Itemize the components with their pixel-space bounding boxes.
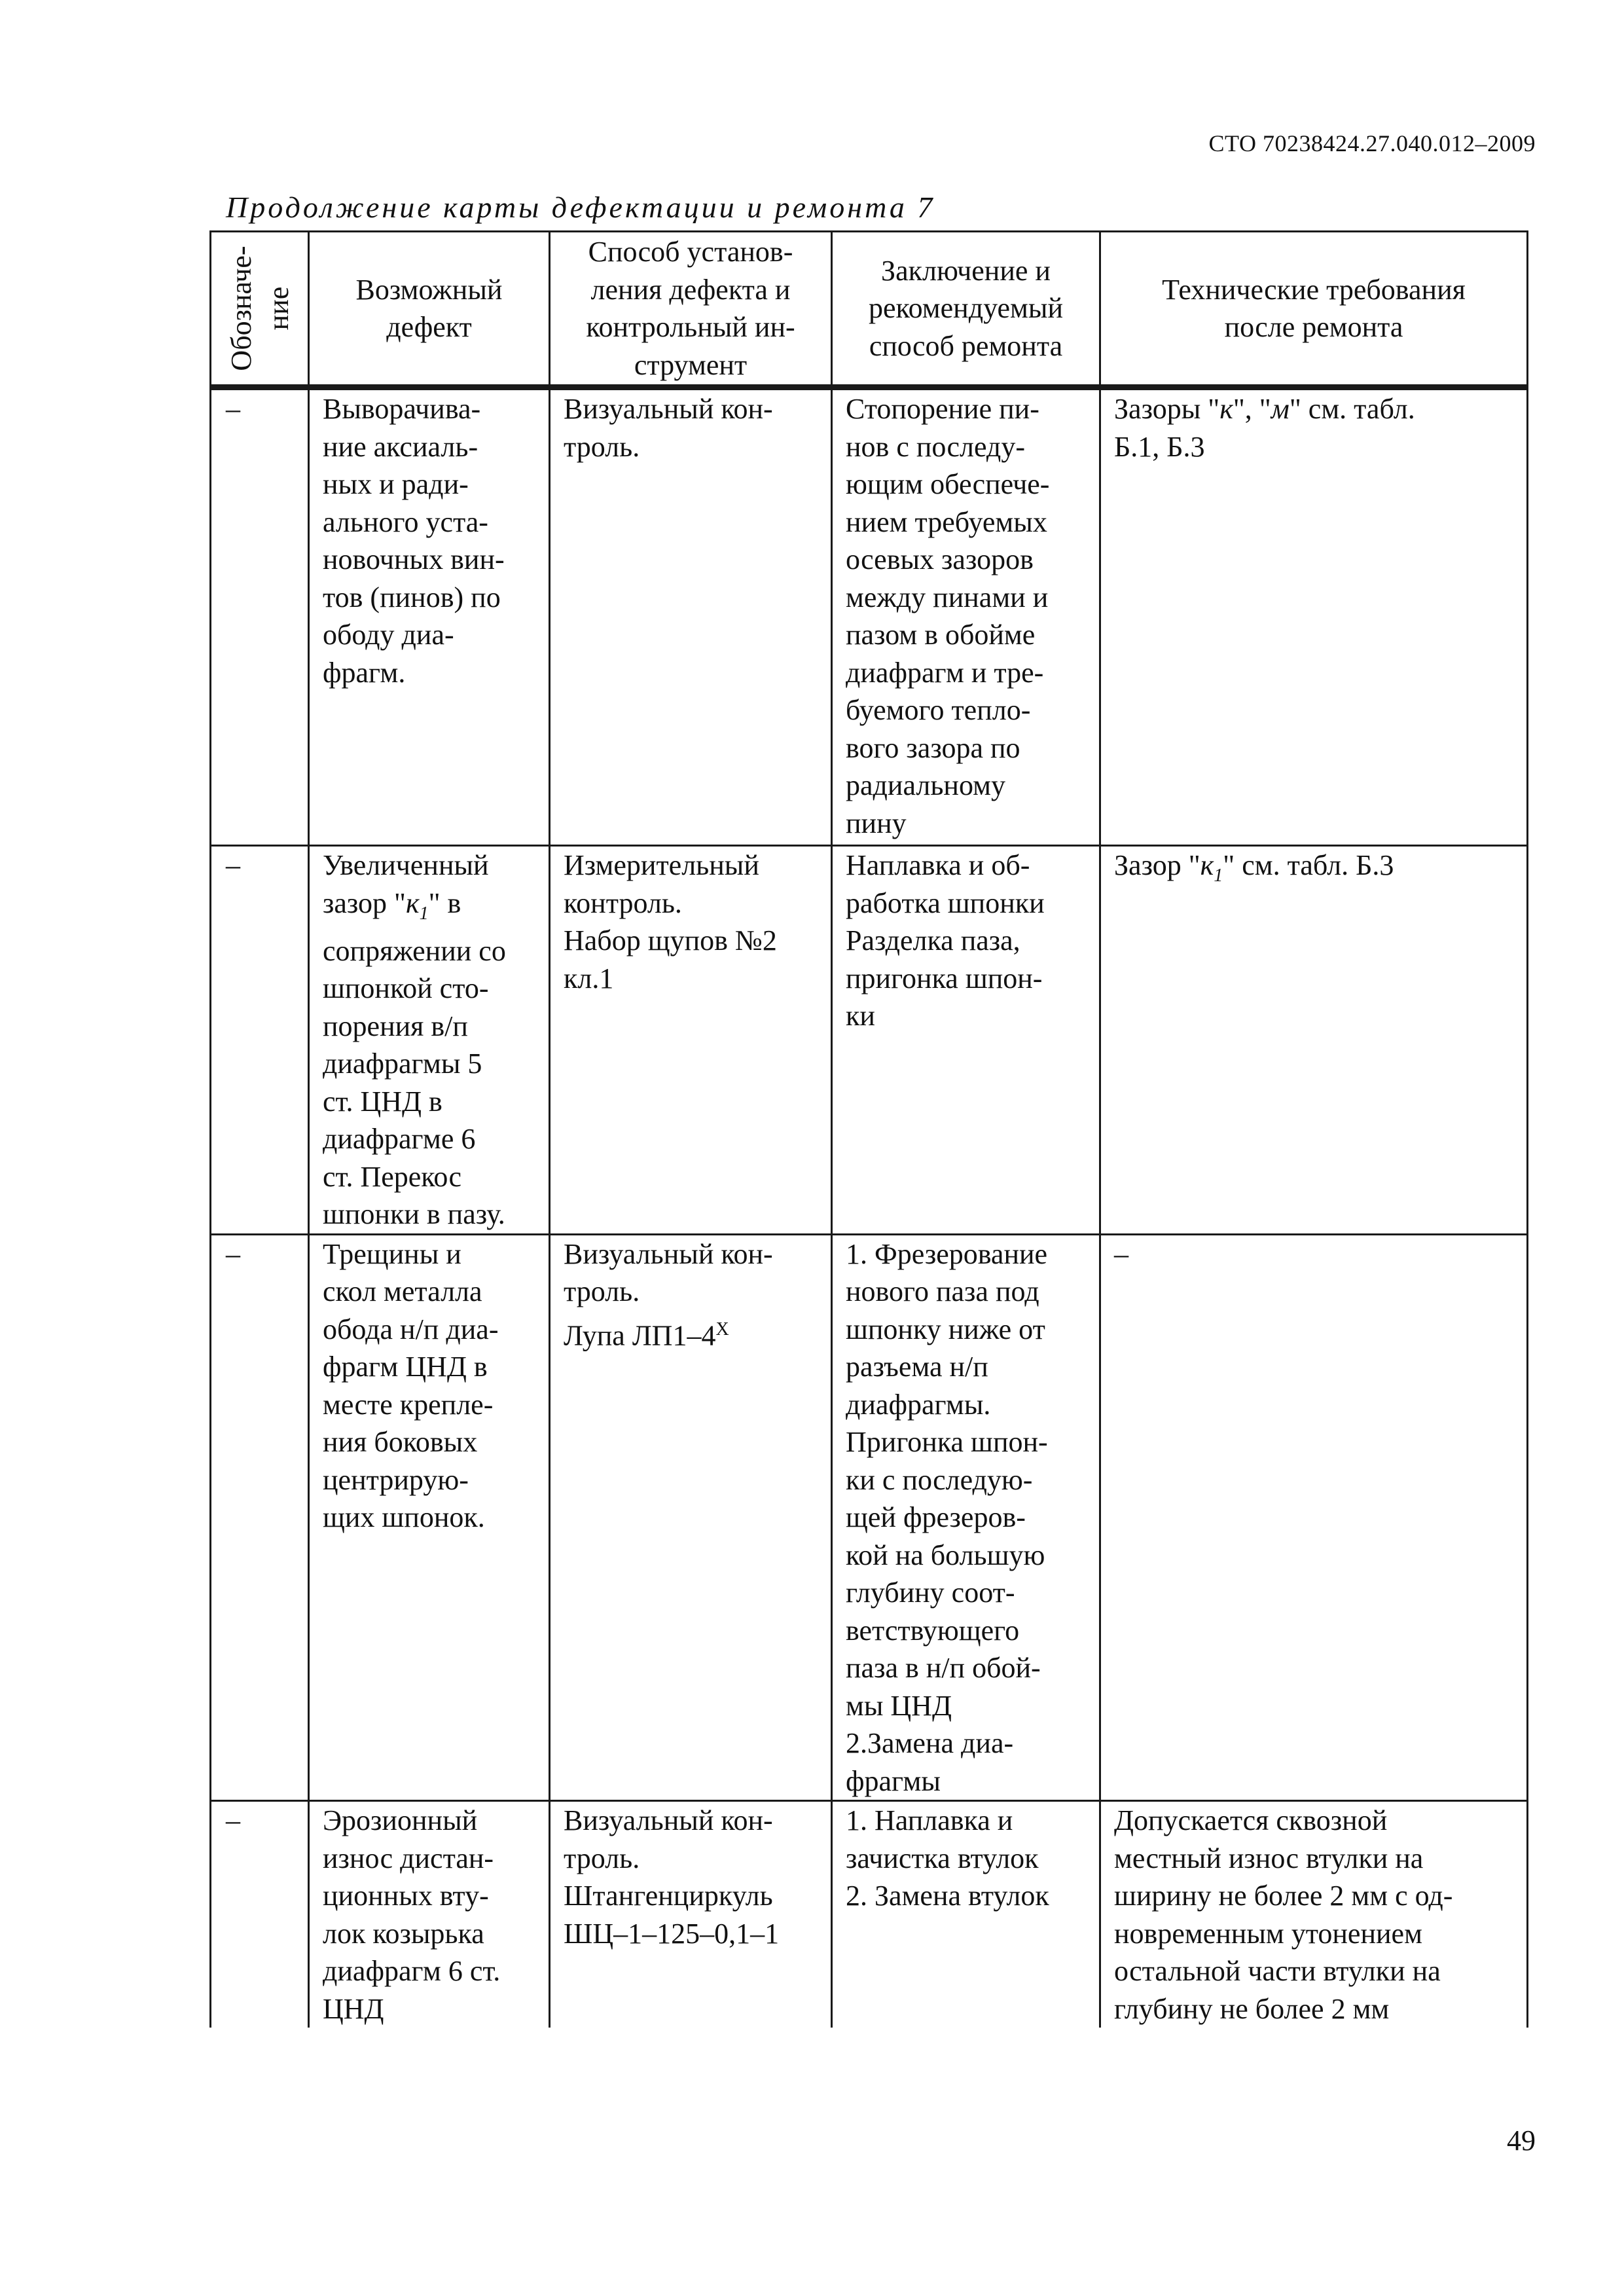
- document-code: СТО 70238424.27.040.012–2009: [1208, 130, 1536, 156]
- var-k: к: [1219, 393, 1233, 425]
- var-k-subscript: 1: [419, 903, 429, 924]
- cell-repair: 1. Наплавка и зачистка втулок 2. Замена втулок: [832, 1801, 1100, 2028]
- cell-method: Визуальный кон- троль.: [550, 388, 832, 846]
- text-fragment: " см. табл. Б.1, Б.3: [1114, 393, 1415, 463]
- var-k: к: [406, 886, 420, 919]
- header-designation: [211, 232, 309, 388]
- table-row: [211, 388, 1528, 846]
- header-repair: Заключение и рекомендуемый способ ремонта: [832, 232, 1100, 388]
- cell-repair: Стопорение пи- нов с последу- ющим обеспече- нием требуемых осевых зазоров между пинами и пазом в обойме диафрагм и тре- буемого тепло- вого зазора по радиальному пину: [832, 388, 1100, 846]
- defect-repair-table: [209, 230, 1528, 2028]
- cell-designation: –: [211, 1234, 309, 1801]
- cell-defect: [309, 846, 550, 1235]
- text-fragment: Визуальный кон- троль. Лупа ЛП1–4: [564, 1237, 773, 1352]
- text-fragment: Зазор ": [1114, 849, 1200, 881]
- cell-repair: Наплавка и об- работка шпонки Разделка паза, пригонка шпон- ки: [832, 846, 1100, 1235]
- cell-method: Визуальный кон- троль. Штангенциркуль ШЦ–1–125–0,1–1: [550, 1801, 832, 2028]
- table-row: [211, 1801, 1528, 2028]
- cell-requirements: [1100, 388, 1528, 846]
- cell-requirements: Допускается сквозной местный износ втулки на ширину не более 2 мм с од- новременным утонением остальной части втулки на глубину не более 2 мм: [1100, 1801, 1528, 2028]
- superscript: Х: [715, 1319, 729, 1339]
- cell-designation: –: [211, 1801, 309, 2028]
- text-fragment: Зазоры ": [1114, 393, 1220, 425]
- cell-defect: Трещины и скол металла обода н/п диа- фрагм ЦНД в месте крепле- ния боковых центрирую- щих шпонок.: [309, 1234, 550, 1801]
- header-defect: Возможный дефект: [309, 232, 550, 388]
- header-designation-label: Обозначе- ние: [225, 246, 295, 371]
- var-k-subscript: 1: [1214, 865, 1223, 886]
- header-requirements: Технические требования после ремонта: [1100, 232, 1528, 388]
- table-row: [211, 1234, 1528, 1801]
- text-fragment: " см. табл. Б.3: [1223, 849, 1394, 881]
- cell-designation: –: [211, 846, 309, 1235]
- var-k: к: [1200, 849, 1214, 881]
- text-fragment: Увеличенный зазор ": [323, 849, 489, 919]
- text-fragment: " в сопряжении со шпонкой сто- порения в/п диафрагмы 5 ст. ЦНД в диафрагме 6 ст. Перекос шпонки в пазу.: [323, 886, 506, 1231]
- text-fragment: ", ": [1233, 393, 1271, 425]
- cell-defect: Выворачива- ние аксиаль- ных и ради- ального уста- новочных вин- тов (пинов) по ободу диа- фрагм.: [309, 388, 550, 846]
- page-number: 49: [1507, 2124, 1536, 2157]
- cell-requirements: [1100, 846, 1528, 1235]
- table-header-row: [211, 232, 1528, 388]
- cell-requirements: –: [1100, 1234, 1528, 1801]
- cell-repair: 1. Фрезерование нового паза под шпонку ниже от разъема н/п диафрагмы. Пригонка шпон- ки с последую- щей фрезеров- кой на большую глубину соот- ветствующего паза в н/п обой- мы ЦНД 2.Замена диа- фрагмы: [832, 1234, 1100, 1801]
- var-m: м: [1271, 393, 1290, 425]
- cell-method: Измерительный контроль. Набор щупов №2 кл.1: [550, 846, 832, 1235]
- cell-method: [550, 1234, 832, 1801]
- table-row: [211, 846, 1528, 1235]
- cell-designation: –: [211, 388, 309, 846]
- header-method: Способ установ- ления дефекта и контрольный ин- струмент: [550, 232, 832, 388]
- table-caption: Продолжение карты дефектации и ремонта 7: [226, 191, 935, 224]
- cell-defect: Эрозионный износ дистан- ционных вту- лок козырька диафрагм 6 ст. ЦНД: [309, 1801, 550, 2028]
